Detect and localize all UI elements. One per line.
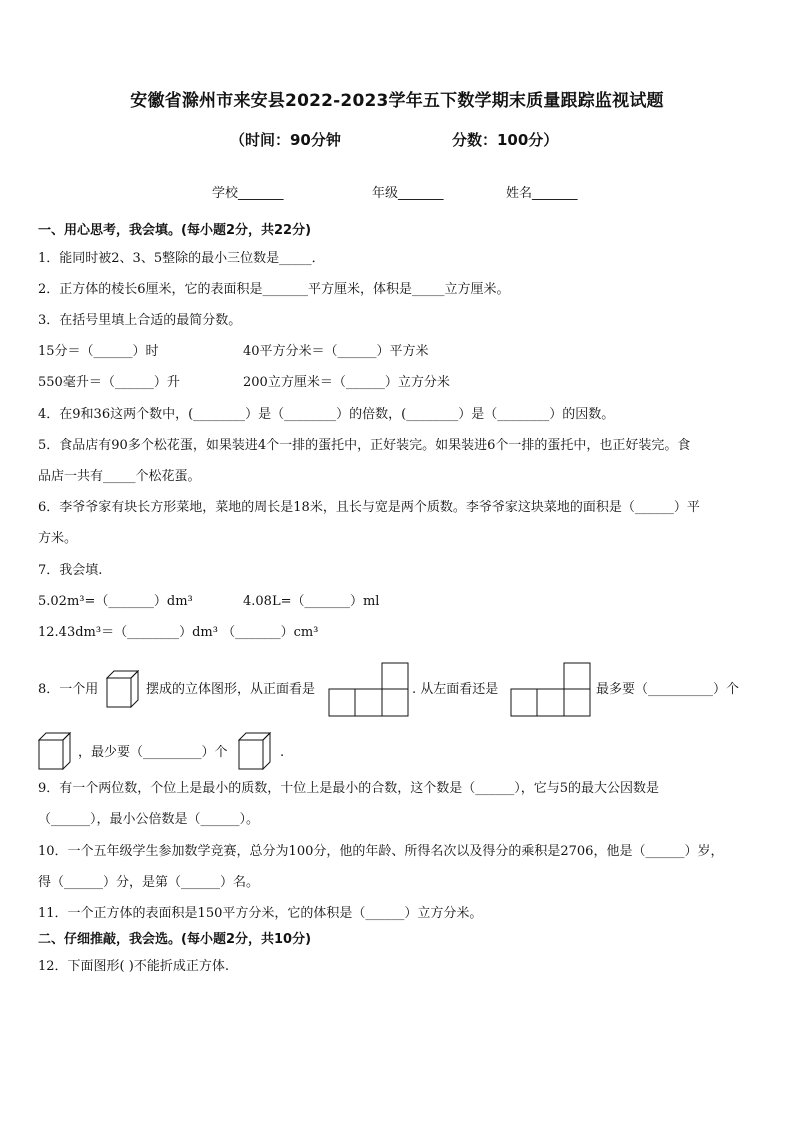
name-field[interactable]: 姓名_______ <box>506 186 578 201</box>
question-1: 1．能同时被2、3、5整除的最小三位数是_____． <box>38 251 325 266</box>
unit-cube-icon <box>38 732 72 770</box>
question-5-line-2: 品店一共有_____个松花蛋。 <box>38 469 201 484</box>
question-8-part-c: . 从左面看还是 <box>412 682 499 697</box>
question-7c: 12.43dm³＝（________）dm³ （_______）cm³ <box>38 625 319 640</box>
question-7: 7．我会填. <box>38 563 103 578</box>
question-3b: 40平方分米＝（______）平方米 <box>243 344 429 359</box>
unit-cube-icon <box>106 670 140 708</box>
question-9-line-2: （______），最小公倍数是（______）。 <box>38 812 260 827</box>
question-8-part-e: ，最少要（_________）个 <box>78 745 228 760</box>
question-12: 12．下面图形( )不能折成正方体. <box>38 959 229 974</box>
question-10-line-2: 得（______）分，是第（______）名。 <box>38 875 260 890</box>
question-6-line-1: 6．李爷爷家有块长方形菜地，菜地的周长是18米，且长与宽是两个质数。李爷爷家这块菜地的面积是（______）平 <box>38 500 700 515</box>
total-score: 分数：100分） <box>452 131 559 149</box>
front-view-figure <box>328 662 410 718</box>
question-9-line-1: 9．有一个两位数，个位上是最小的质数，十位上是最小的合数，这个数是（______），它与5的最大公因数是 <box>38 781 660 796</box>
left-view-figure <box>510 662 592 718</box>
question-3a: 15分＝（______）时 <box>38 344 159 359</box>
question-8-part-f: . <box>280 745 285 760</box>
question-8-part-a: 8．一个用 <box>38 682 99 697</box>
section-1-heading: 一、用心思考，我会填。(每小题2分，共22分) <box>38 223 312 238</box>
section-2-heading: 二、仔细推敲，我会选。(每小题2分，共10分) <box>38 932 312 947</box>
question-5-line-1: 5．食品店有90多个松花蛋，如果装进4个一排的蛋托中，正好装完。如果装进6个一排的蛋托中，也正好装完。食 <box>38 438 691 453</box>
question-8-part-b: 摆成的立体图形，从正面看是 <box>146 682 316 697</box>
grade-field[interactable]: 年级_______ <box>372 186 444 201</box>
exam-title: 安徽省滁州市来安县2022-2023学年五下数学期末质量跟踪监视试题 <box>130 91 664 111</box>
question-4: 4．在9和36这两个数中，(________）是（________）的倍数，(________）是（________）的因数。 <box>38 407 615 422</box>
question-7a: 5.02m³=（_______）dm³ <box>38 594 193 609</box>
question-6-line-2: 方米。 <box>38 531 78 546</box>
school-field[interactable]: 学校_______ <box>212 186 284 201</box>
question-3: 3．在括号里填上合适的最简分数。 <box>38 313 242 328</box>
question-11: 11．一个正方体的表面积是150平方分米，它的体积是（______）立方分米。 <box>38 906 483 921</box>
question-7b: 4.08L=（_______）ml <box>243 594 380 609</box>
question-10-line-1: 10．一个五年级学生参加数学竞赛，总分为100分，他的年龄、所得名次以及得分的乘积是2706，他是（______）岁， <box>38 844 724 859</box>
question-3c: 550毫升＝（______）升 <box>38 375 180 390</box>
unit-cube-icon <box>238 732 272 770</box>
question-8-part-d: 最多要（__________）个 <box>596 682 740 697</box>
question-2: 2．正方体的棱长6厘米，它的表面积是_______平方厘米，体积是_____立方厘米。 <box>38 282 510 297</box>
question-3d: 200立方厘米＝（______）立方分米 <box>243 375 450 390</box>
time-limit: （时间：90分钟 <box>230 131 341 149</box>
